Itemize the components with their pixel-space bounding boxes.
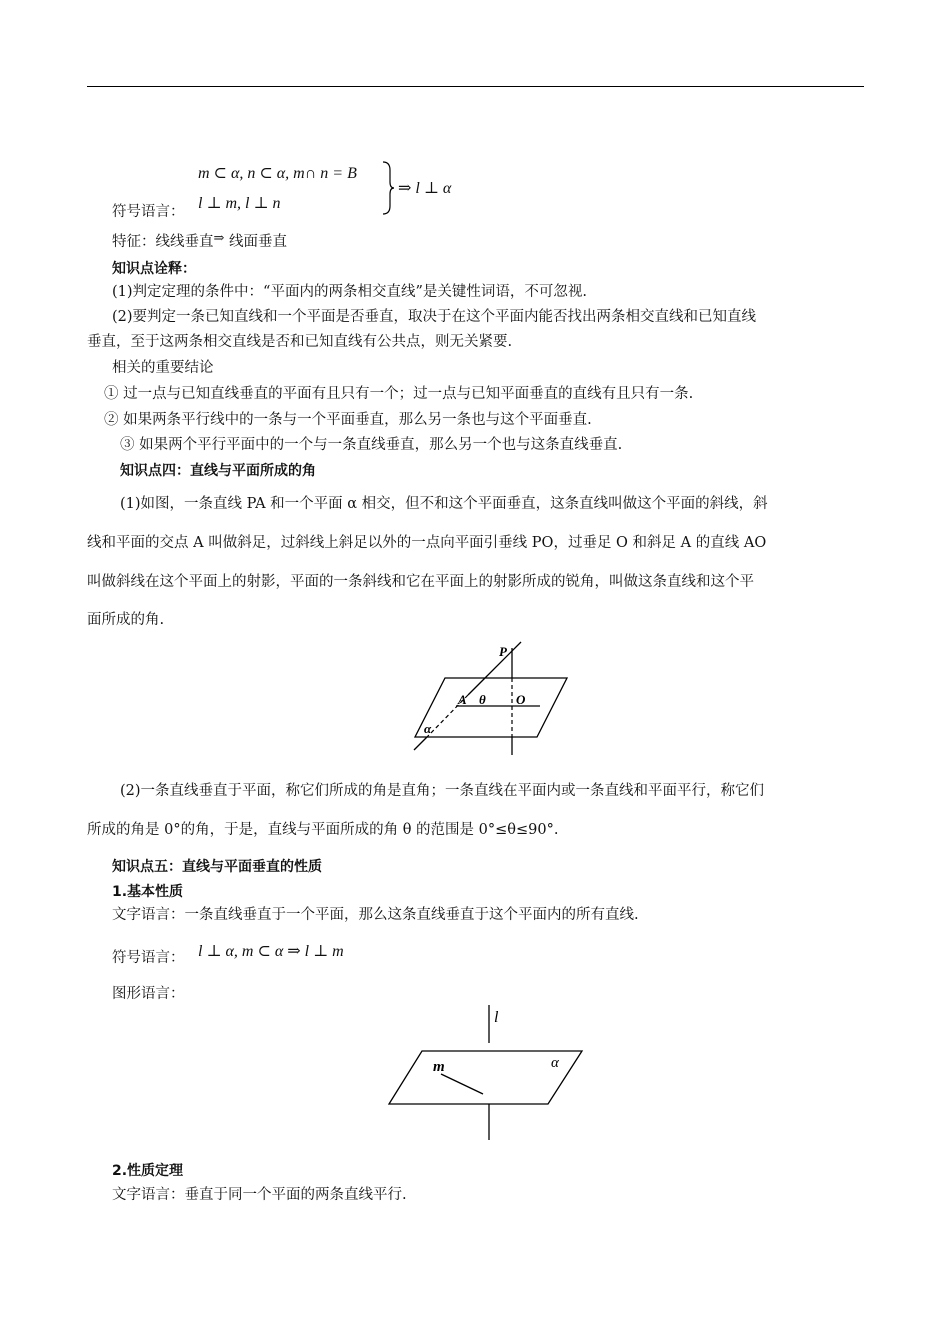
kp4-para1-line3: 叫做斜线在这个平面上的射影，平面的一条斜线和它在平面上的射影所成的锐角，叫做这条直线和这个平 (87, 574, 754, 590)
conclusion-2: ② 如果两条平行线中的一条与一个平面垂直，那么另一条也与这个平面垂直. (104, 412, 592, 428)
symbol-language-label-2: 符号语言： (112, 950, 185, 966)
label-a: A (458, 692, 467, 707)
figure-language-label: 图形语言： (112, 986, 185, 1002)
kp4-para1-line1: (1)如图，一条直线 PA 和一个平面 α 相交，但不和这个平面垂直，这条直线叫做这个平面的斜线，斜 (120, 496, 768, 512)
label-l: l (494, 1009, 499, 1026)
feature-prefix: 特征：线线垂直 (112, 234, 214, 250)
label-m: m (433, 1059, 445, 1075)
property-formula: l ⊥ α, m ⊂ α ⇒ l ⊥ m (198, 943, 344, 960)
basic-property-text: 文字语言：一条直线垂直于一个平面，那么这条直线垂直于这个平面内的所有直线. (112, 907, 639, 923)
brace-icon (380, 160, 396, 216)
feature-line (112, 232, 287, 253)
conclusion-3: ③ 如果两个平行平面中的一个与一条直线垂直，那么另一个也与这条直线垂直. (120, 437, 623, 453)
implies-arrow-icon: ⇒ (213, 231, 225, 246)
condition-line-1: m ⊂ α, n ⊂ α, m∩ n = B (198, 165, 357, 182)
plane-alpha-shape (415, 678, 567, 737)
conclusion-1: ① 过一点与已知直线垂直的平面有且只有一个；过一点与已知平面垂直的直线有且只有一条. (104, 386, 694, 402)
perpendicular-line-figure (385, 1000, 590, 1145)
label-alpha: α (424, 721, 432, 736)
note-item-2-line1: (2)要判定一条已知直线和一个平面是否垂直，取决于在这个平面内能否找出两条相交直线和已知直线 (112, 309, 757, 325)
note-item-1: (1)判定定理的条件中：“平面内的两条相交直线”是关键性词语，不可忽视. (112, 284, 587, 300)
label-p: P (499, 644, 507, 659)
symbol-language-label: 符号语言： (112, 204, 185, 220)
kp5-heading: 知识点五：直线与平面垂直的性质 (112, 859, 322, 875)
label-theta: θ (479, 692, 486, 707)
kp4-para2-line1: (2)一条直线垂直于平面，称它们所成的角是直角；一条直线在平面内或一条直线和平面平行，称它们 (120, 783, 765, 799)
conclusions-heading: 相关的重要结论 (112, 360, 214, 376)
kp4-heading: 知识点四：直线与平面所成的角 (120, 463, 316, 479)
kp4-para1-line4: 面所成的角. (87, 612, 165, 628)
condition-line-2: l ⊥ m, l ⊥ n (198, 195, 281, 212)
theorem-heading: 2.性质定理 (112, 1163, 184, 1179)
oblique-line-figure (400, 635, 580, 760)
label-o: O (516, 692, 526, 707)
kp4-para2-line2: 所成的角是 0°的角，于是，直线与平面所成的角 θ 的范围是 0°≤θ≤90°. (87, 822, 559, 838)
basic-property-heading: 1.基本性质 (112, 884, 184, 900)
theorem-text: 文字语言：垂直于同一个平面的两条直线平行. (112, 1187, 407, 1203)
conclusion-formula: ⇒ l ⊥ α (398, 180, 452, 197)
note-item-2-line2: 垂直，至于这两条相交直线是否和已知直线有公共点，则无关紧要. (87, 334, 513, 350)
feature-suffix: 线面垂直 (229, 234, 288, 250)
label-alpha-2: α (551, 1055, 559, 1071)
note-heading: 知识点诠释： (112, 261, 196, 277)
header-rule (87, 86, 864, 87)
kp4-para1-line2: 线和平面的交点 A 叫做斜足，过斜线上斜足以外的一点向平面引垂线 PO，过垂足 O 和斜足 A 的直线 AO (87, 535, 767, 551)
